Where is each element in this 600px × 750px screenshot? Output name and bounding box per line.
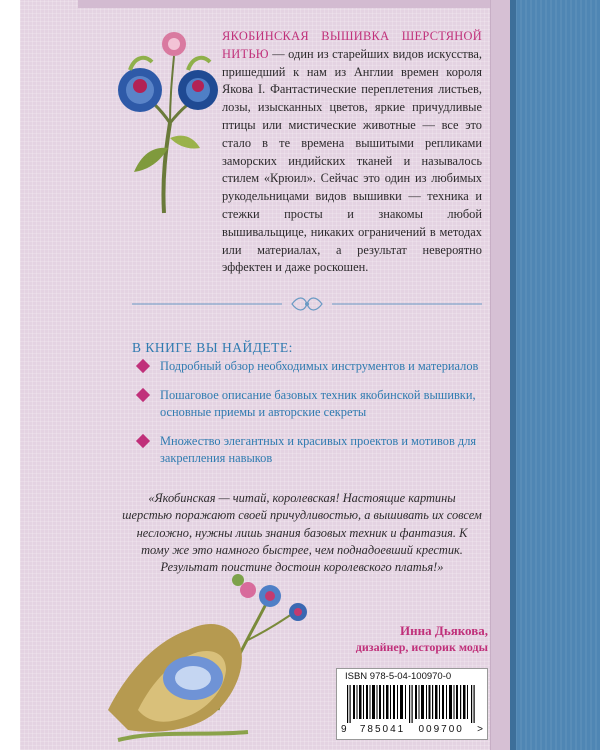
back-cover <box>20 0 600 750</box>
intro-text-part2: Сейчас это один из любимых рукодельницами видов вышивки — техника и стежки просты и знакомы любой вышивальщице, никаких ограничений в методах или материалах, а результат невероятно эффектен и даже роскошен. <box>222 171 482 275</box>
barcode-digits: 9 785041 009700 > <box>341 724 483 735</box>
barcode-bars <box>345 685 479 723</box>
ornament-divider <box>132 296 482 312</box>
fabric-border-top <box>78 0 514 8</box>
embroidery-flower-illustration <box>98 560 328 750</box>
author-name: Инна Дьякова, <box>400 623 488 638</box>
diamond-bullet-icon <box>136 359 150 373</box>
quote-author <box>356 622 488 656</box>
diamond-bullet-icon <box>136 434 150 448</box>
intro-paragraph <box>222 28 482 277</box>
embroidery-branch-illustration <box>100 28 230 218</box>
list-item: Множество элегантных и красивых проектов и мотивов для закрепления навыков <box>136 433 486 467</box>
book-spine-binding <box>510 0 600 750</box>
author-role: дизайнер, историк моды <box>355 640 488 654</box>
quote-text: «Якобинская — читай, королевская! Настоящие картины шерстью поражают своей причудливостью, а вышивать их совсем несложно, нужны лишь знания базовых техник и фантазия. К тому же это намного быстрее, чем поднадоевший крестик. Результат поистине достоин королевского платья!» <box>122 491 482 575</box>
list-item: Пошаговое описание базовых техник якобинской вышивки, основные приемы и авторские секреты <box>136 387 486 421</box>
feature-list <box>136 358 486 479</box>
intro-highlight: ЯКОБИНСКАЯ ВЫШИВКА ШЕРСТЯНОЙ НИТЬЮ <box>222 29 482 61</box>
section-title: В КНИГЕ ВЫ НАЙДЕТЕ: <box>132 340 293 355</box>
list-item: Подробный обзор необходимых инструментов и материалов <box>136 358 486 375</box>
isbn-text: ISBN 978-5-04-100970-0 <box>345 671 452 682</box>
intro-text-part1: — один из старейших видов искусства, пришедший к нам из Англии времен короля Якова I. Фантастические переплетения листьев, лозы, изысканных цветов, яркие причудливые птицы или мистические животные — все это стало в те времена вышитыми репликами заморских индийских тканей и называлось стилем «Крюил». <box>222 46 482 186</box>
barcode <box>336 668 488 740</box>
diamond-bullet-icon <box>136 388 150 402</box>
